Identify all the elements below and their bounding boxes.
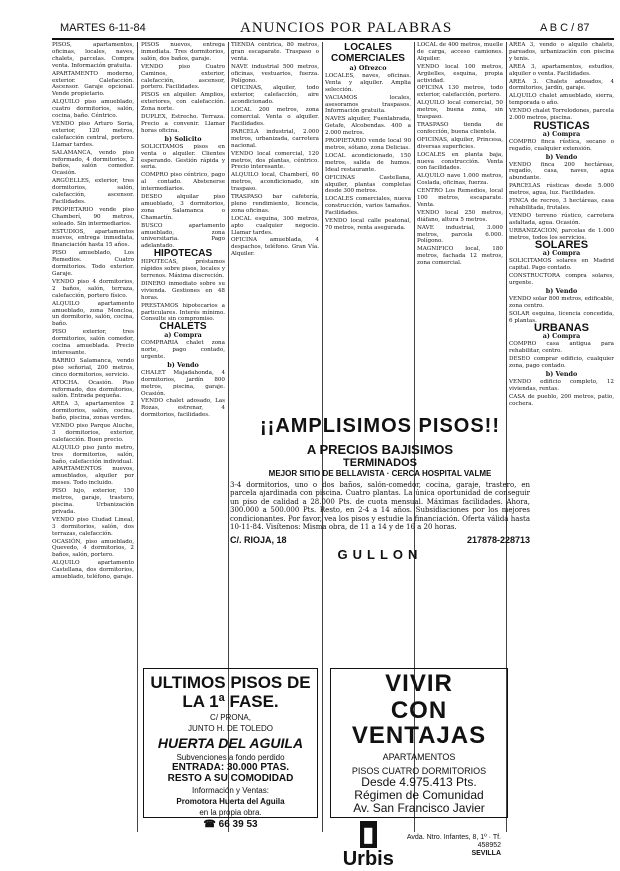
classified-item: APARTAMENTO moderno, exterior. Calefacción. Ascensor. Garaje opcional. Vende propietario. bbox=[52, 70, 134, 98]
classified-item: ALQUILO local, Chamberí, 60 metros, acondicionado, sin traspaso. bbox=[231, 172, 319, 193]
classified-item: VENDO piso Arturo Soria, exterior, 120 metros, calefacción central, portero. Llamar tardes. bbox=[52, 120, 134, 148]
classified-item: ALQUILO apartamento amueblado, zona Moncloa, un dormitorio, salón, cocina, baño. bbox=[52, 300, 134, 328]
classified-item: OCASIÓN, piso amueblado, Quevedo, 4 dormitorios, 2 baños, salón, portero. bbox=[52, 538, 134, 559]
page-header bbox=[0, 0, 620, 40]
classified-item: VENDO chalet Torrelodones, parcela 2.000 metros, piscina. bbox=[509, 108, 614, 122]
issue-date: MARTES 6-11-84 bbox=[60, 22, 146, 34]
classified-item: COMPRARIA chalet zona norte, pago contado, urgente. bbox=[141, 340, 225, 360]
ad-title: CON VENTAJAS bbox=[351, 697, 487, 749]
subsection-heading: b) Vendo bbox=[545, 286, 578, 295]
classified-item: VENDO piso 4 dormitorios, 2 baños, salón, terraza, calefacción, portero físico. bbox=[52, 278, 134, 299]
classified-item: ATOCHA. Ocasión. Piso reformado, dos dormitorios, salón. Entrada pequeña. bbox=[52, 379, 134, 400]
section-heading: RUSTICAS bbox=[533, 119, 590, 132]
classified-item: PISO amueblado, Los Remedios. Cuatro dormitorios. Todo exterior. Garaje. bbox=[52, 250, 134, 277]
classified-item: DESEO comprar edificio, cualquier zona, pago contado. bbox=[509, 356, 614, 369]
classified-item: SALAMANCA, vendo piso reformado, 4 dormitorios, 2 baños, salón comedor. Ocasión. bbox=[52, 149, 134, 177]
classified-item: LOCALES comerciales, nueva construcción, varios tamaños. Facilidades. bbox=[325, 196, 411, 217]
ad-brand-logo bbox=[337, 821, 400, 871]
classified-item: ALQUILO chalet amueblado, sierra, temporada o año. bbox=[509, 93, 614, 107]
classified-item: CENTRO Los Remedios, local 100 metros, escaparate. Venta. bbox=[417, 188, 503, 208]
classified-item: PARCELAS rústicas desde 5.000 metros, agua, luz. Facilidades. bbox=[509, 183, 614, 197]
classified-item: COMPRO piso céntrico, pago al contado. Abstenerse intermediarios. bbox=[141, 172, 225, 193]
ad-location: JUNTO H. DE TOLEDO bbox=[188, 724, 273, 733]
classified-item: OFICINAS, alquiler, Princesa, diversas superficies. bbox=[417, 136, 503, 150]
ad-footer bbox=[230, 535, 530, 545]
ad-line: Información y Ventas: bbox=[192, 786, 269, 795]
classified-item: TIENDA céntrica, 80 metros, gran escaparate. Traspaso o venta. bbox=[231, 42, 319, 62]
column-divider bbox=[137, 42, 138, 832]
classified-item: URBANIZACION, parcelas de 1.000 metros, todos los servicios. bbox=[509, 227, 614, 241]
classified-column-2 bbox=[141, 42, 225, 662]
ad-status: TERMINADOS bbox=[343, 457, 417, 469]
ad-line: Régimen de Comunidad bbox=[354, 788, 484, 802]
page-number: A B C / 87 bbox=[540, 22, 590, 34]
subsection-heading: b) Solicito bbox=[164, 134, 202, 143]
classified-item: PRESTAMOS hipotecarios a particulares. Interés mínimo. Consulte sin compromiso. bbox=[141, 302, 225, 323]
ad-line: Subvenciones a fondo perdido bbox=[176, 753, 285, 762]
classified-item: PISOS, apartamentos, oficinas, locales, naves, chalets, parcelas. Compra venta. Información gratuita. bbox=[52, 42, 134, 69]
classified-item: DESEO alquilar piso amueblado, 3 dormitorios, zona Salamanca o Chamartín. bbox=[141, 194, 225, 221]
classified-item: PROPIETARIO vende local 90 metros, sótano, zona Delicias. bbox=[325, 138, 411, 151]
section-heading: SOLARES bbox=[534, 239, 589, 252]
classified-item: VACIAMOS locales, asesoramos traspasos. Información gratuita. bbox=[325, 94, 411, 115]
ad-line: en la propia obra. bbox=[199, 808, 262, 817]
subsection-heading: a) Compra bbox=[542, 332, 581, 341]
ad-line: Promotora Huerta del Aguila bbox=[176, 797, 285, 806]
classified-item: OFICINA amueblada, 4 despachos, teléfono. Gran Vía. Alquiler. bbox=[231, 237, 319, 258]
section-title: ANUNCIOS POR PALABRAS bbox=[240, 20, 453, 36]
classified-item: ALQUILO piso amueblado, cuatro dormitorios, salón, cocina, baño. Céntrico. bbox=[52, 99, 134, 120]
ad-line: RESTO A SU COMODIDAD bbox=[167, 773, 294, 784]
ad-subheadline: A PRECIOS BAJISIMOS bbox=[306, 442, 454, 457]
ad-brand-name: Urbis bbox=[342, 848, 394, 870]
classified-item: TRASPASO tienda de confección, buena clientela. bbox=[417, 121, 503, 135]
classified-item: PISO exterior, tres dormitorios, salón comedor, cocina amueblada. Precio interesante. bbox=[52, 329, 134, 356]
classified-item: LOCAL esquina, 300 metros, apto cualquier negocio. Llamar tardes. bbox=[231, 215, 319, 236]
classified-item: AREA 3. Chalets adosados, 4 dormitorios, jardín, garaje. bbox=[509, 78, 614, 92]
amplisimos-pisos-ad bbox=[230, 415, 530, 655]
subsection-heading: a) Compra bbox=[542, 129, 581, 138]
classified-item: NAVE industrial 500 metros, oficinas, vestuarios, fuerza. Polígono. bbox=[231, 63, 319, 84]
classified-item: CONSTRUCTORA compra solares, urgente. bbox=[509, 273, 614, 286]
classified-item: BARRIO Salamanca, vendo piso señorial, 200 metros, cinco dormitorios, servicio. bbox=[52, 357, 134, 378]
ad-price: Desde 4.975.413 Pts. bbox=[361, 775, 477, 789]
classified-item: PISOS en alquiler. Amplios, exteriores, con calefacción. Zona norte. bbox=[141, 92, 225, 113]
ad-brand: GULLON bbox=[337, 547, 423, 563]
classified-item: VENDO piso Parque Aluche, 3 dormitorios, exterior, calefacción. Buen precio. bbox=[52, 423, 134, 443]
classified-item: OFICINAS Castellana, alquiler, plantas completas desde 300 metros. bbox=[325, 174, 411, 195]
classified-item: PISOS nuevos, entrega inmediata. Tres dormitorios, salón, dos baños, garaje. bbox=[141, 42, 225, 62]
ad-city: SEVILLA bbox=[471, 850, 501, 857]
classified-item: DUPLEX, Estrecho. Terraza. Precio a convenir. Llamar horas oficina. bbox=[141, 114, 225, 134]
classified-item: ESTUDIOS, apartamentos nuevos, entrega inmediata, financiación hasta 15 años. bbox=[52, 228, 134, 249]
classified-item: PARCELA industrial, 2.000 metros, urbanizada, carretera nacional. bbox=[231, 128, 319, 149]
section-heading: CHALETS bbox=[159, 321, 207, 333]
classified-item: NAVES alquiler, Fuenlabrada, Getafe, Alcobendas. 400 a 2.000 metros. bbox=[325, 116, 411, 137]
classified-item: VENDO local 100 metros, Argüelles, esquina, propia actividad. bbox=[417, 63, 503, 84]
classified-column-3 bbox=[231, 42, 319, 410]
ultimos-pisos-ad bbox=[143, 668, 318, 830]
classified-item: LOCALES en planta baja, nueva construcción. Venta con facilidades. bbox=[417, 151, 503, 172]
classified-item: CHALET Majadahonda, 4 dormitorios, jardín 800 metros, piscina, garaje. Ocasión. bbox=[141, 369, 225, 397]
classified-item: HIPOTECAS, préstamos rápidos sobre pisos, locales y terrenos. Máxima discreción. bbox=[141, 259, 225, 279]
ad-title: VIVIR bbox=[385, 670, 453, 697]
subsection-heading: a) Compra bbox=[542, 249, 581, 258]
subsection-heading: a) Ofrezco bbox=[349, 64, 387, 72]
classified-column-4 bbox=[325, 42, 411, 410]
classified-item: OFICINA 130 metros, todo exterior, calefacción, portero. bbox=[417, 85, 503, 99]
ad-address: C/. RIOJA, 18 bbox=[230, 535, 287, 546]
classified-item: PROPIETARIO vende piso Chamberí, 90 metros, soleado. Sin intermediarios. bbox=[52, 206, 134, 227]
ad-headline: ¡¡AMPLISIMOS PISOS!! bbox=[260, 415, 500, 437]
section-heading: URBANAS bbox=[534, 322, 589, 335]
classified-item: BUSCO apartamento amueblado, zona universitaria. Pago adelantado. bbox=[141, 222, 225, 250]
header-rule bbox=[52, 38, 614, 40]
classified-item: VENDO terreno rústico, carretera asfaltada, agua. Ocasión. bbox=[509, 212, 614, 226]
classified-item: SOLICITAMOS pisos en venta o alquiler. Clientes esperando. Gestión rápida y seria. bbox=[141, 143, 225, 171]
logo-mark-icon: ▮ bbox=[360, 821, 377, 848]
classified-item: PISO lujo, exterior, 150 metros, garaje, trastero, piscina. Urbanización privada. bbox=[52, 488, 134, 515]
classified-item: SOLICITAMOS solares en Madrid capital. Pago contado. bbox=[509, 258, 614, 272]
classified-item: LOCAL 200 metros, zona comercial. Venta o alquiler. Facilidades. bbox=[231, 107, 319, 127]
ad-footer bbox=[331, 821, 507, 871]
ad-line: APARTAMENTOS bbox=[382, 752, 456, 762]
classified-column-1 bbox=[52, 42, 134, 832]
ad-phone: ☎ 66 39 53 bbox=[203, 819, 258, 830]
ad-location: C/ PRONA, bbox=[210, 713, 251, 722]
ad-title: ULTIMOS PISOS DE LA 1ª FASE. bbox=[150, 673, 311, 711]
ad-body: 3-4 dormitorios, uno o dos baños, salón-comedor, cocina, garaje, trastero, en parcela ajardinada con piscina. Cuatro plantas. La única oportunidad de conseguir un piso de calidad a 28.000 Pts. de cuota mensual. Máximas facilidades. Ahora, 300.000 a 500.000 Pts. Resto, en 2-4 a 14 años. Subsidiaciones por los mejores condicionantes. Por favor, vea los pisos y estudie la financiación. Oferta válida hasta 10-11-84. Visítenos: Misma obra, de 11 a 14 y de 16 a 20 horas. bbox=[230, 481, 530, 532]
subsection-heading: b) Vendo bbox=[167, 360, 199, 369]
classified-item: ARGÜELLES, exterior, tres dormitorios, salón, calefacción, ascensor. Facilidades. bbox=[52, 178, 134, 205]
classified-item: VENDO local comercial, 120 metros, dos plantas, céntrico. Precio interesante. bbox=[231, 150, 319, 171]
classified-item: TRASPASO bar cafetería, pleno rendimiento, licencia, zona oficinas. bbox=[231, 194, 319, 214]
classified-item: COMPRO casa antigua para rehabilitar, centro. bbox=[509, 341, 614, 355]
classified-item: MAGNIFICO local, 180 metros, fachada 12 metros, zona comercial. bbox=[417, 246, 503, 267]
classified-item: COMPRO finca rústica, secano o regadío, cualquier extensión. bbox=[509, 138, 614, 152]
classified-item: ALQUILO piso junto metro, tres dormitorios, salón, baño, calefacción individual. bbox=[52, 444, 134, 465]
classified-item: LOCAL de 400 metros, muelle de carga, acceso camiones. Alquiler. bbox=[417, 42, 503, 62]
classified-item: FINCA de recreo, 3 hectáreas, casa rehabilitada, frutales. bbox=[509, 198, 614, 211]
ad-line: PISOS CUATRO DORMITORIOS bbox=[351, 766, 487, 776]
ad-line: ENTRADA: 30.000 PTAS. bbox=[171, 762, 290, 773]
subsection-heading: a) Compra bbox=[164, 331, 202, 340]
classified-item: VENDO local calle peatonal, 70 metros, renta asegurada. bbox=[325, 218, 411, 231]
classified-item: VENDO edificio completo, 12 viviendas, rentas. bbox=[509, 378, 614, 392]
classified-item: ALQUILO nave 1.000 metros, Coslada, oficinas, fuerza. bbox=[417, 173, 503, 187]
ad-location: MEJOR SITIO DE BELLAVISTA · CERCA HOSPITAL VALME bbox=[268, 469, 492, 478]
classified-item: ALQUILO local comercial, 50 metros, buena zona, sin traspaso. bbox=[417, 100, 503, 121]
classified-item: VENDO chalet adosado, Las Rozas, estrenar, 4 dormitorios, facilidades. bbox=[141, 398, 225, 419]
classified-item: VENDO finca 200 hectáreas, regadío, casa, naves, agua abundante. bbox=[509, 161, 614, 182]
ad-line: Av. San Francisco Javier bbox=[353, 801, 485, 815]
classified-item: LOCALES, naves, oficinas. Venta y alquiler. Amplia selección. bbox=[325, 72, 411, 93]
vivir-con-ventajas-ad bbox=[330, 668, 508, 870]
classified-item: ALQUILO apartamento Castellana, dos dormitorios, amueblado, teléfono, garaje. bbox=[52, 560, 134, 581]
ad-phone: 217878-228713 bbox=[466, 535, 530, 546]
classified-item: DINERO inmediato sobre su vivienda. Gestiones en 48 horas. bbox=[141, 280, 225, 301]
subsection-heading: b) Vendo bbox=[545, 152, 578, 161]
classified-item: SOLAR esquina, licencia concedida, 6 plantas. bbox=[509, 310, 614, 324]
section-heading: HIPOTECAS bbox=[153, 248, 213, 260]
classified-item: AREA 3, apartamentos, estudios, alquiler o venta. Facilidades. bbox=[509, 63, 614, 77]
section-heading: LOCALES COMERCIALES bbox=[331, 42, 405, 64]
ad-address bbox=[400, 834, 501, 858]
classified-item: NAVE industrial, 3.000 metros, parcela 6.000. Polígono. bbox=[417, 224, 503, 245]
classified-item: VENDO piso Ciudad Lineal, 3 dormitorios, salón, dos terrazas, calefacción. bbox=[52, 516, 134, 537]
classified-item: LOCAL acondicionado, 150 metros, salida de humos. Ideal restaurante. bbox=[325, 152, 411, 173]
classified-item: CASA de pueblo, 200 metros, patio, cochera. bbox=[509, 393, 614, 407]
ad-address-line: Avda. Ntro. Infantes, 8, 1º · Tf. 458952 bbox=[406, 834, 501, 849]
subsection-heading: b) Vendo bbox=[545, 369, 578, 378]
classified-item: VENDO local 250 metros, diáfano, altura 5 metros. bbox=[417, 209, 503, 223]
classified-item: AREA 3, apartamentos 2 dormitorios, salón, cocina, baño, piscina, zonas verdes. bbox=[52, 401, 134, 422]
ad-brand-logo: HUERTA DEL AGUILA bbox=[157, 735, 304, 751]
classified-item: VENDO solar 800 metros, edificable, zona centro. bbox=[509, 295, 614, 309]
classified-item: OFICINAS, alquiler, todo exterior, calefacción, aire acondicionado. bbox=[231, 85, 319, 106]
classified-item: APARTAMENTOS nuevos, amueblados, alquiler por meses. Todo incluido. bbox=[52, 466, 134, 487]
classified-item: AREA 3, vendo o alquilo chalets, pareados, urbanización con piscina y tenis. bbox=[509, 42, 614, 62]
classified-item: VENDO piso Cuatro Caminos, exterior, calefacción, ascensor, portero. Facilidades. bbox=[141, 63, 225, 91]
